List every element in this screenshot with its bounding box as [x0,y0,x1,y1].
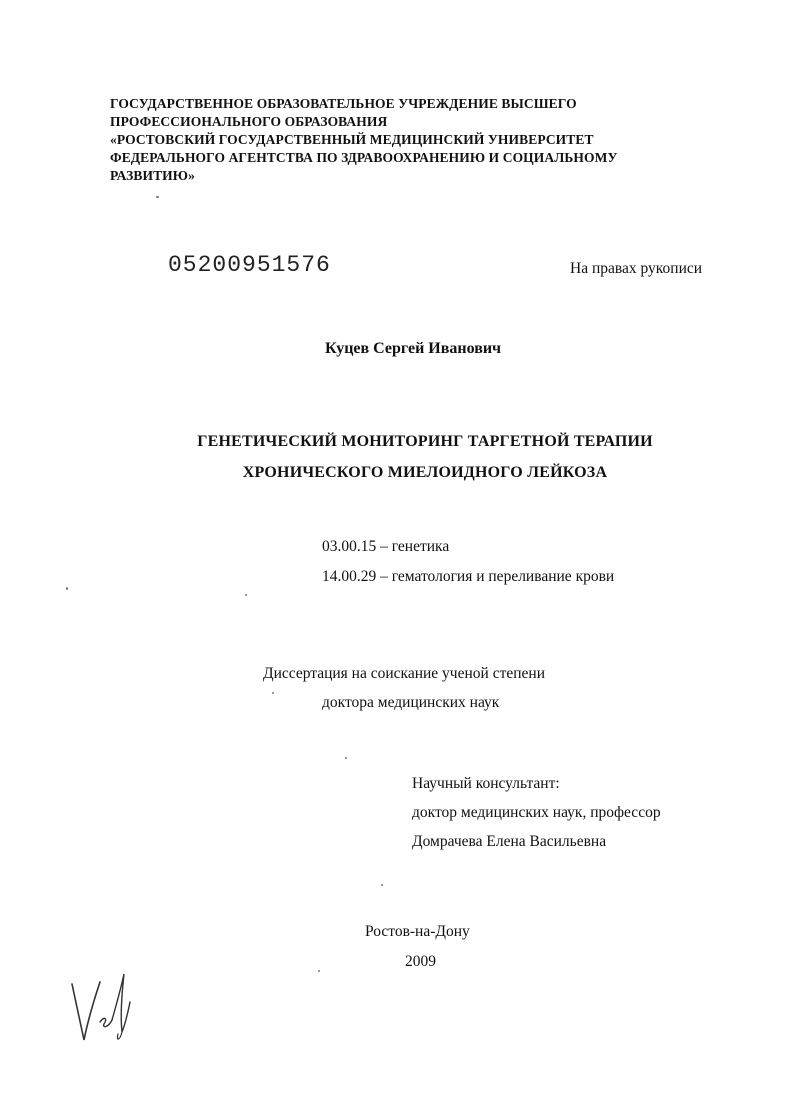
year: 2009 [405,953,436,970]
document-number: 05200951576 [168,252,331,278]
consultant-degree: доктор медицинских наук, профессор [412,804,661,821]
consultant-name: Домрачева Елена Васильевна [412,833,607,850]
scan-speck [245,594,247,596]
scan-speck [381,884,383,886]
author-name: Куцев Сергей Иванович [325,340,502,357]
rights-notice: На правах рукописи [570,260,703,277]
thesis-title-line-2: ХРОНИЧЕСКОГО МИЕЛОИДНОГО ЛЕЙКОЗА [242,464,608,481]
dissertation-line-2: доктора медицинских наук [322,694,500,711]
institution-line-4: ФЕДЕРАЛЬНОГО АГЕНТСТВА ПО ЗДРАВООХРАНЕНИЮ И СОЦИАЛЬНОМУ [110,150,618,165]
thesis-title-line-1: ГЕНЕТИЧЕСКИЙ МОНИТОРИНГ ТАРГЕТНОЙ ТЕРАПИИ [197,433,653,450]
specialty-1: 03.00.15 – генетика [322,538,450,555]
institution-line-5: РАЗВИТИЮ» [110,168,195,183]
scan-speck [318,970,320,972]
consultant-label: Научный консультант: [412,775,560,792]
city: Ростов-на-Дону [365,923,470,940]
institution-line-1: ГОСУДАРСТВЕННОЕ ОБРАЗОВАТЕЛЬНОЕ УЧРЕЖДЕНИЕ ВЫСШЕГО [110,96,577,111]
institution-line-2: ПРОФЕССИОНАЛЬНОГО ОБРАЗОВАНИЯ [110,114,388,129]
institution-line-3: «РОСТОВСКИЙ ГОСУДАРСТВЕННЫЙ МЕДИЦИНСКИЙ УНИВЕРСИТЕТ [110,132,594,147]
institution-header [110,95,746,185]
dissertation-line-1: Диссертация на соискание ученой степени [263,665,545,682]
scan-speck [156,196,159,198]
specialty-2: 14.00.29 – гематология и переливание крови [322,568,615,585]
thesis-title [100,426,750,488]
handwritten-signature [64,962,144,1052]
scan-speck [272,692,274,694]
scan-speck [66,587,68,590]
scan-speck [345,757,347,759]
